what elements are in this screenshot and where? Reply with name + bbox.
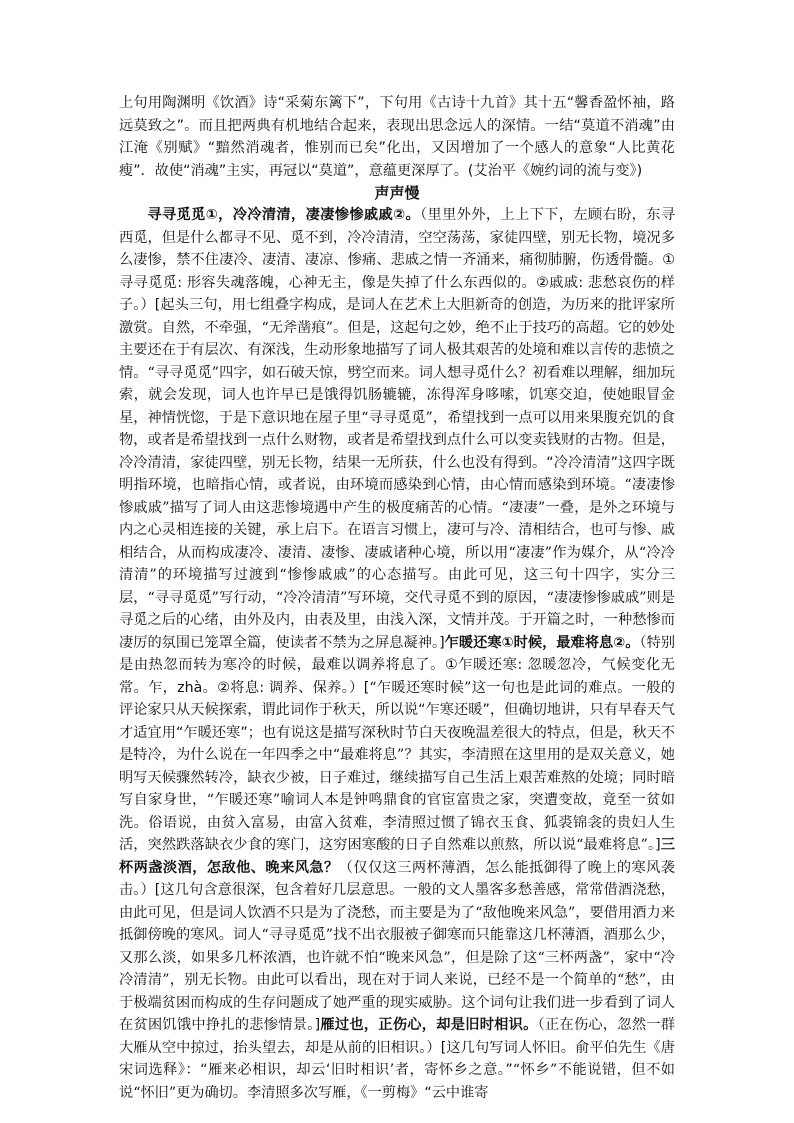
commentary-text: 的环境描写过渡到 <box>156 567 280 583</box>
commentary-text: ，别无长物。由此可以看出，现在对于词人来说，已经不是一个简单的 <box>169 972 617 988</box>
commentary-text: “冷冷清清” <box>119 949 675 988</box>
commentary-text: （仅仅这三两杯薄酒，怎么能抵御得了晚上的寒风袭击。）[这几句含意很深，包含着好几层意思。一般的文人墨客多愁善感，常常借酒浇愁，由此可见，但是词人饮酒不只是为了浇愁，而主要是为了 <box>119 859 675 921</box>
commentary-text: 写环境，交代寻觅不到的原因， <box>347 589 547 606</box>
commentary-text: ，希望找到一点可以用来果腹充饥的食物，或者是希望找到一点什么财物，或者是希望找到点什么可以变卖钱财的古物。但是，冷冷清清，家徒四壁，别无长物，结果一无所获，什么也没有得到。“冷冷清清”这四字既明指环境，也暗指心情，或者说，由环境而感染到心情，由心情而感染到环境。 <box>119 409 675 493</box>
commentary-text: “晚来风急” <box>378 949 451 966</box>
commentary-text: （里里外外，上上下下，左顾右盼，东寻西觅，但是什么都寻不见、觅不到，冷冷清清，空空荡荡，家徒四壁，别无长物，境况多么凄惨，禁不住凄冷、凄清、凄凉、惨痛、悲戚之情一齐涌来，痛彻肺腑，伤透骨髓。①寻寻觅觅: 形容失魂落魄，心神无主，像是失掉了什么东西似的。②戚戚: 悲愁哀伤的样子。）[起头三句，用七组叠字构成，是词人在艺术上大胆新奇的创造，为历来的批评家所激赏。自然，不牵强， <box>119 207 676 336</box>
lyric-line: 三杯两盏淡酒，怎敌他、晚来风急？ <box>119 837 675 876</box>
commentary-text: “凄凄” <box>501 499 546 516</box>
document-page <box>119 92 675 1104</box>
commentary-text: “寻寻觅觅” <box>261 927 334 943</box>
intro-paragraph: 上句用陶渊明《饮酒》诗“采菊东篱下”，下句用《古诗十九首》其十五“馨香盈怀袖，路远莫致之”。而且把两典有机地结合起来，表现出思念远人的深情。一结“莫道不消魂”由江淹《别赋》“黯然消魂者，惟别而已矣”化出，又因增加了一个感人的意象“人比黄花瘦”．故使“消魂”主实，再冠以“莫道”，意蕴更深厚了。(艾治平《婉约词的流与变》) <box>119 95 675 179</box>
commentary-text: “寻寻觅觅” <box>147 364 220 381</box>
commentary-text: “怀旧” <box>133 1084 177 1101</box>
commentary-text: ，家中 <box>609 949 654 966</box>
commentary-text: “无斧凿痕” <box>261 319 334 336</box>
commentary-text: 则是寻觅之后的心绪，由外及内，由表及里，由浅入深，文情并茂。于开篇之时，一种愁惨而凄厉的氛围已笼罩全篇，使读者不禁为之屏息凝神。] <box>119 589 675 651</box>
commentary-text: ，由于极端贫困而构成的生存问题成了她严重的现实威胁。这个词句让我们进一步看到了词人在贫困饥饿中挣扎的悲惨情景。] <box>119 972 675 1033</box>
commentary-text: ，要借用酒力来抵御傍晚的寒风。词人 <box>119 904 675 943</box>
commentary-text: ？其实，李清照在这里用的是双关意义，她明写天候骤然转冷，缺衣少被，日子难过，继续描写自己生活上艰苦难熬的处境；同时暗写自家身世， <box>119 747 675 808</box>
commentary-text: （特别是由热忽而转为寒冷的时候，最难以调养将息了。①乍暖还寒: 忽暖忽冷，气候变化无常。乍，zhà。②将息: 调养、保养。）[ <box>119 634 676 696</box>
poem-title: 声声慢 <box>374 184 420 202</box>
commentary-text: 更为确切。李清照多次写雁，《一剪梅》“云中谁寄 <box>176 1084 489 1101</box>
commentary-text: “凄凄” <box>508 544 553 561</box>
commentary-text: “乍暖还寒时候” <box>369 679 472 696</box>
commentary-text: 。] <box>647 837 661 853</box>
commentary-text: 不能说错，但不如说 <box>119 1062 675 1101</box>
commentary-text: （正在伤心，忽然一群大雁从空中掠过，抬头望去，却是从前的旧相识。）[这几句写词人怀旧。俞平伯先生《唐宋词选释》：“雁来必相识，却云‘旧时相识’者，寄怀乡之意。” <box>119 1017 675 1078</box>
commentary-text: “寻寻觅觅” <box>147 589 219 606</box>
commentary-text: “凄凄惨惨戚戚” <box>119 477 675 516</box>
commentary-text: 写行动， <box>218 589 276 606</box>
commentary-text: 找不出衣服被子御寒而只能靠这几杯薄酒，酒那么少，又那么淡，如果多几杯浓酒，也许就不怕 <box>119 927 675 966</box>
commentary-text: “乍暖还寒” <box>206 792 281 808</box>
commentary-text: “愁” <box>616 972 647 988</box>
commentary-text: 。但是，这起句之妙，绝不止于技巧的高超。它的妙处主要还在于有层次、有深浅，生动形象地描写了词人极其艰苦的处境和难以言传的悲愤之情。 <box>119 319 675 381</box>
lyric-line: 乍暖还寒①时候，最难将息②。 <box>444 634 640 651</box>
commentary-text: “最难将息” <box>332 747 405 763</box>
commentary-text: 的心态描写。由此可见，这三句十四字，实分三层， <box>119 567 675 606</box>
commentary-text: ，但是除了这 <box>450 949 538 966</box>
poem-commentary-paragraph <box>119 204 675 1104</box>
commentary-text: “冷冷清清” <box>275 589 348 606</box>
lyric-line: 雁过也，正伤心，却是旧时相识。 <box>320 1017 538 1033</box>
lyric-line: 寻寻觅觅①，冷冷清清，凄凄惨惨戚戚②。 <box>147 207 421 223</box>
commentary-text: “寻寻觅觅” <box>361 409 433 426</box>
commentary-text: 作为媒介，从 <box>552 544 639 561</box>
commentary-text: 这一句也是此词的难点。一般的评论家只从天候探索，谓此词作于秋天，所以说“乍寒还暖”，但确切地讲，只有早春天气才适宜用“乍暖还寒”；也有说这是描写深秋时节白天夜晚温差很大的特点，但是，秋天不是特冷，为什么说在一年四季之中 <box>119 679 675 763</box>
commentary-text: “怀乡” <box>512 1062 558 1078</box>
commentary-text: 描写了词人由这悲惨境遇中产生的极度痛苦的心情。 <box>169 499 502 516</box>
commentary-text: 喻词人本是钟鸣鼎食的官宦富贵之家，突遭变故，竟至一贫如洗。俗语说，由贫入富易，由富入贫难，李清照过惯了锦衣玉食、狐裘锦衾的贵妇人生活，突然跌落缺衣少食的寒门，这穷困寒酸的日子自然难以煎熬，所以说 <box>119 792 675 853</box>
commentary-text: “最难将息” <box>576 837 648 853</box>
commentary-text: 一叠，是外之环境与内之心灵相连接的关键，承上启下。在语言习惯上，凄可与冷、清相结合，也可与惨、戚相结合，从而构成凄冷、凄清、凄惨、凄戚诸种心境，所以用 <box>119 499 675 561</box>
commentary-text: “凄凄惨惨戚戚” <box>546 589 647 606</box>
commentary-text: “敌他晚来风急” <box>475 904 576 921</box>
commentary-text: “惨惨戚戚” <box>279 567 356 583</box>
commentary-text: 四字，如石破天惊，劈空而来。词人想寻觅什么？初看难以理解，细加玩索，就会发现，词人也许早已是饿得饥肠辘辘，冻得浑身哆嗦，饥寒交迫，使她眼冒金星，神情恍惚，于是下意识地在屋子里 <box>119 364 675 426</box>
commentary-text: “冷冷清清” <box>119 544 675 583</box>
commentary-text: “三杯两盏” <box>537 949 610 966</box>
